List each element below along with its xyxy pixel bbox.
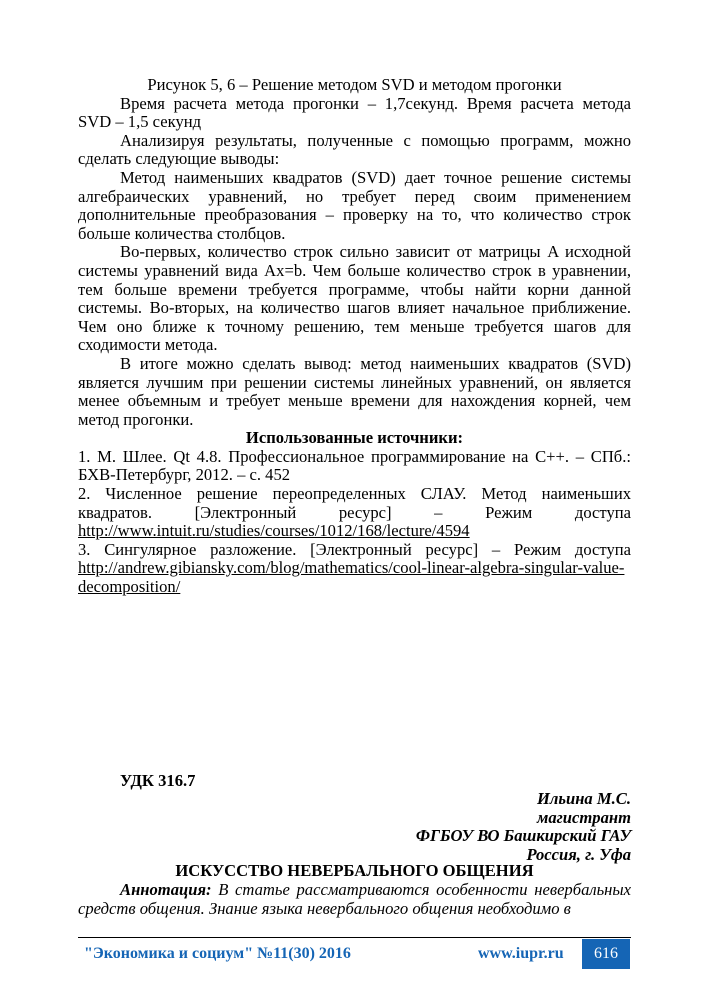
figure-caption: Рисунок 5, 6 – Решение методом SVD и методом прогонки xyxy=(147,75,562,94)
author-block xyxy=(78,790,631,864)
page-number-badge: 616 xyxy=(582,939,630,969)
reference-3 xyxy=(78,541,631,597)
reference-2-link[interactable]: http://www.intuit.ru/studies/courses/1012/168/lecture/4594 xyxy=(78,521,470,541)
udk-code: УДК 316.7 xyxy=(120,771,196,790)
annotation-label: Аннотация: xyxy=(120,880,212,899)
reference-1: 1. М. Шлее. Qt 4.8. Профессиональное программирование на C++. – СПб.: БХВ-Петербург, 2012. – с. 452 xyxy=(78,446,631,485)
paragraph-conclusion: В итоге можно сделать вывод: метод наименьших квадратов (SVD) является лучшим при решении системы линейных уравнений, он является менее объемным и требует меньше времени для нахождения корней, чем метод прогонки. xyxy=(78,353,631,429)
author-organization: ФГБОУ ВО Башкирский ГАУ xyxy=(415,826,631,846)
paragraph-svd: Метод наименьших квадратов (SVD) дает точное решение системы алгебраических уравнений, но требует перед своим применением дополнительные преобразования – проверку на то, что количество строк больше количества столбцов. xyxy=(78,167,631,243)
author-position: магистрант xyxy=(536,807,631,827)
reference-3-link[interactable]: http://andrew.gibiansky.com/blog/mathematics/cool-linear-algebra-singular-value-decomposition/ xyxy=(78,558,625,597)
annotation xyxy=(78,881,631,918)
sources-heading: Использованные источники: xyxy=(245,428,464,448)
annotation-text: В статье рассматриваются особенности невербальных средств общения. Знание языка невербального общения необходимо в xyxy=(78,880,631,918)
footer-divider xyxy=(78,937,631,938)
author-city: Россия, г. Уфа xyxy=(526,844,631,864)
reference-2 xyxy=(78,485,631,541)
paragraph-timing: Время расчета метода прогонки – 1,7секунд. Время расчета метода SVD – 1,5 секунд xyxy=(78,93,631,132)
footer-journal-name: "Экономика и социум" №11(30) 2016 xyxy=(84,945,351,962)
main-text xyxy=(78,76,631,597)
footer-website[interactable]: www.iupr.ru xyxy=(478,945,564,962)
reference-2-text: 2. Численное решение переопределенных СЛАУ. Метод наименьших квадратов. [Электронный ресурс] – Режим доступа xyxy=(78,484,631,522)
article-title: ИСКУССТВО НЕВЕРБАЛЬНОГО ОБЩЕНИЯ xyxy=(175,861,534,880)
paragraph-rows: Во-первых, количество строк сильно зависит от матрицы A исходной системы уравнений вида Ax=b. Чем больше количество строк в уравнении, тем больше времени требуется программе, чтобы найти корни данной системы. Во-вторых, на количество шагов влияет начальное приближение. Чем оно ближе к точному решению, тем меньше требуется шагов для сходимости метода. xyxy=(78,242,631,355)
paragraph-analysis: Анализируя результаты, полученные с помощью программ, можно сделать следующие выводы: xyxy=(78,130,631,169)
reference-3-text: 3. Сингулярное разложение. [Электронный ресурс] – Режим доступа xyxy=(78,539,631,559)
author-name: Ильина М.С. xyxy=(536,789,631,808)
